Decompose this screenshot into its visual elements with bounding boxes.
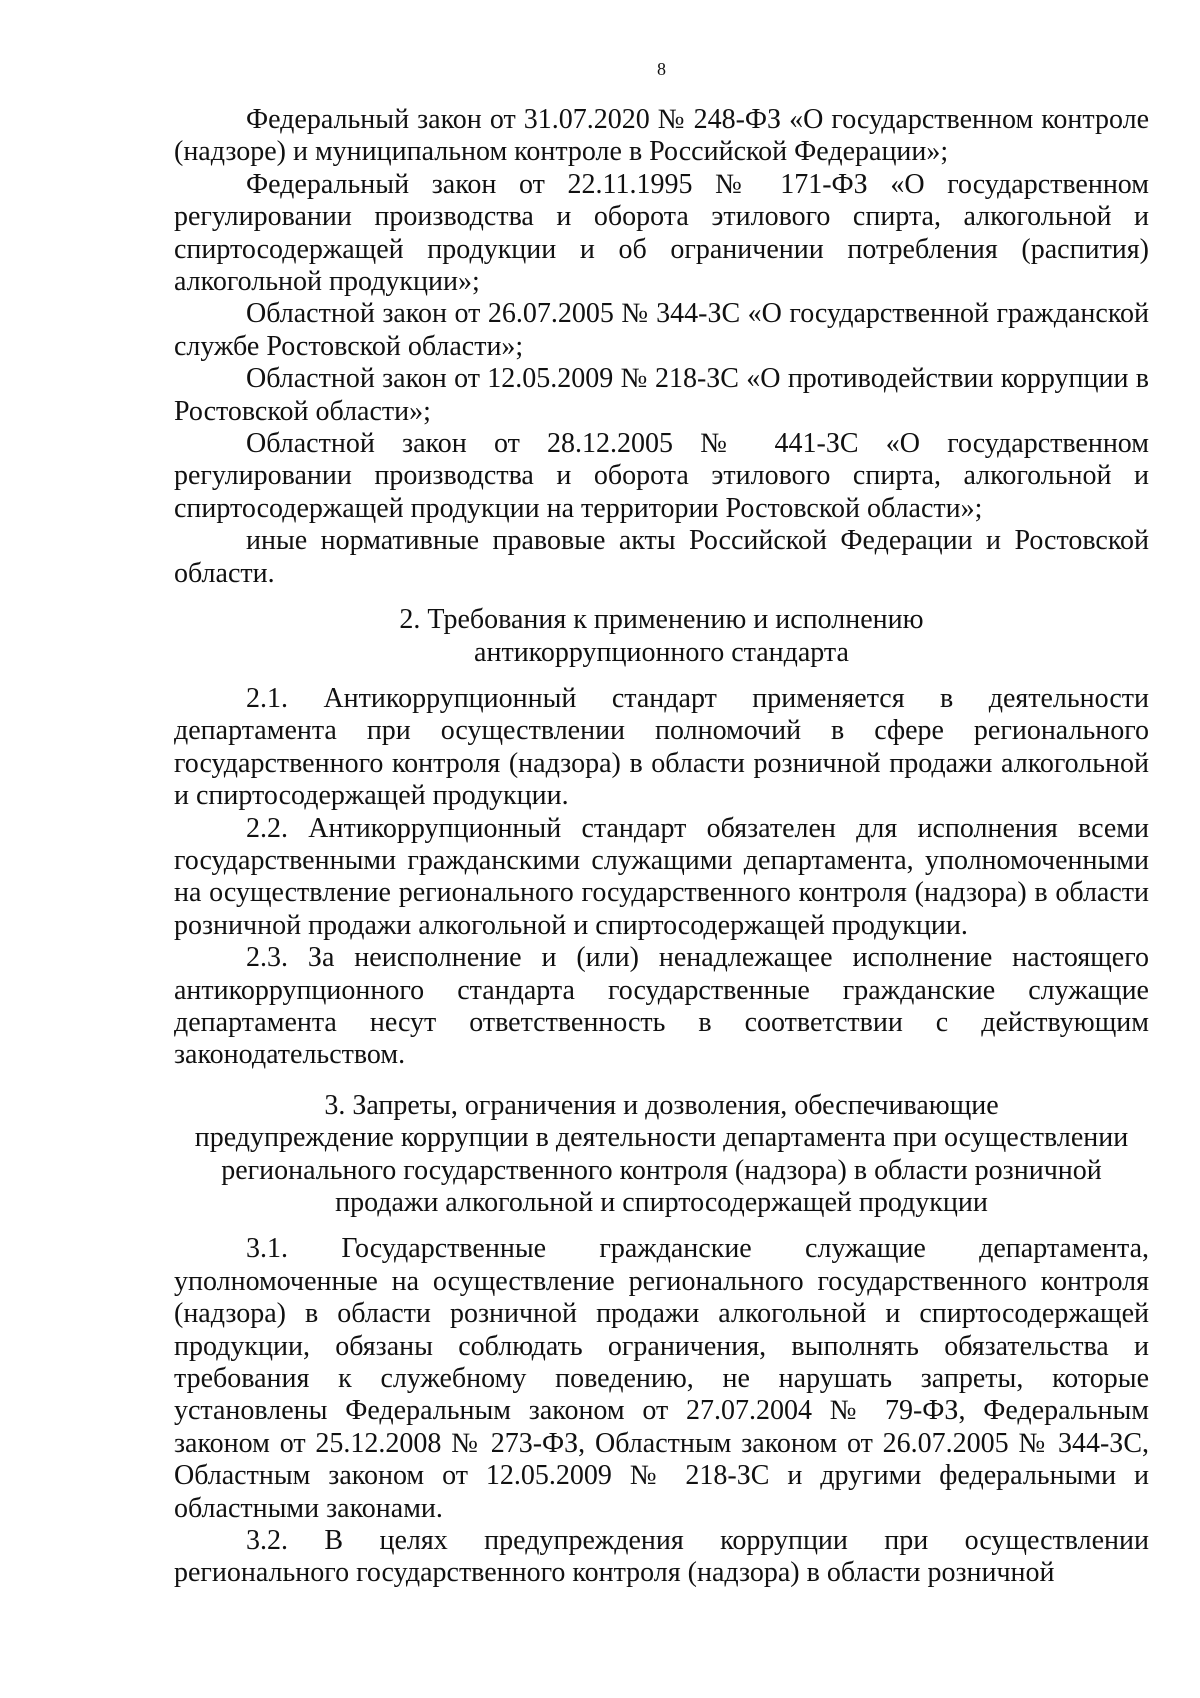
paragraph-2-3: 2.3. За неисполнение и (или) ненадлежащее исполнение настоящего антикоррупционного стандарта государственные гражданские служащие департамента несут ответственность в соответствии с действующим законодательством. (174, 942, 1149, 1071)
spacer (174, 669, 1149, 683)
paragraph-regional-law-218: Областной закон от 12.05.2009 № 218-ЗС «О противодействии коррупции в Ростовской области»; (174, 363, 1149, 427)
spacer (174, 1219, 1149, 1233)
paragraph-federal-law-248: Федеральный закон от 31.07.2020 № 248-ФЗ «О государственном контроле (надзоре) и муниципальном контроле в Российской Федерации»; (174, 104, 1149, 168)
paragraph-federal-law-171: Федеральный закон от 22.11.1995 № 171-ФЗ «О государственном регулировании производства и оборота этилового спирта, алкогольной и спиртосодержащей продукции и об ограничении потребления (распития) алкогольной продукции»; (174, 168, 1149, 298)
paragraph-other-acts: иные нормативные правовые акты Российской Федерации и Ростовской области. (174, 525, 1149, 589)
paragraph-2-2: 2.2. Антикоррупционный стандарт обязателен для исполнения всеми государственными гражданскими служащими департамента, уполномоченными на осуществление регионального государственного контроля (надзора) в области розничной продажи алкогольной и спиртосодержащей продукции. (174, 812, 1149, 941)
spacer (174, 1072, 1149, 1090)
paragraph-3-1: 3.1. Государственные гражданские служащие департамента, уполномоченные на осуществление регионального государственного контроля (надзора) в области розничной продажи алкогольной и спиртосодержащей продукции, обязаны соблюдать ограничения, выполнять обязательства и требования к служебному поведению, не нарушать запреты, которые установлены Федеральным законом от 27.07.2004 № 79-ФЗ, Федеральным законом от 25.12.2008 № 273-ФЗ, Областным законом от 26.07.2005 № 344-ЗС, Областным законом от 12.05.2009 № 218-ЗС и другими федеральными и областными законами. (174, 1233, 1149, 1524)
spacer (174, 590, 1149, 604)
section-3-heading-line-3: регионального государственного контроля (надзора) в области розничной (221, 1154, 1102, 1186)
section-2-heading-line-2: антикоррупционного стандарта (474, 636, 849, 668)
paragraph-2-1: 2.1. Антикоррупционный стандарт применяется в деятельности департамента при осуществлении полномочий в сфере регионального государственного контроля (надзора) в области розничной продажи алкогольной и спиртосодержащей продукции. (174, 682, 1149, 812)
paragraph-regional-law-344: Областной закон от 26.07.2005 № 344-ЗС «О государственной гражданской службе Ростовской области»; (174, 298, 1149, 362)
page-number: 8 (657, 59, 666, 79)
section-2-heading-line-1: 2. Требования к применению и исполнению (399, 604, 924, 636)
paragraph-3-2: 3.2. В целях предупреждения коррупции при осуществлении регионального государственного контроля (надзора) в области розничной (174, 1525, 1149, 1589)
paragraph-regional-law-441: Областной закон от 28.12.2005 № 441-ЗС «О государственном регулировании производства и оборота этилового спирта, алкогольной и спиртосодержащей продукции на территории Ростовской области»; (174, 428, 1149, 524)
section-3-heading-line-4: продажи алкогольной и спиртосодержащей продукции (335, 1187, 988, 1218)
section-3-heading-line-1: 3. Запреты, ограничения и дозволения, обеспечивающие (324, 1089, 999, 1121)
section-3-heading-line-2: предупреждение коррупции в деятельности департамента при осуществлении (194, 1122, 1129, 1154)
document-body (174, 104, 1149, 1590)
